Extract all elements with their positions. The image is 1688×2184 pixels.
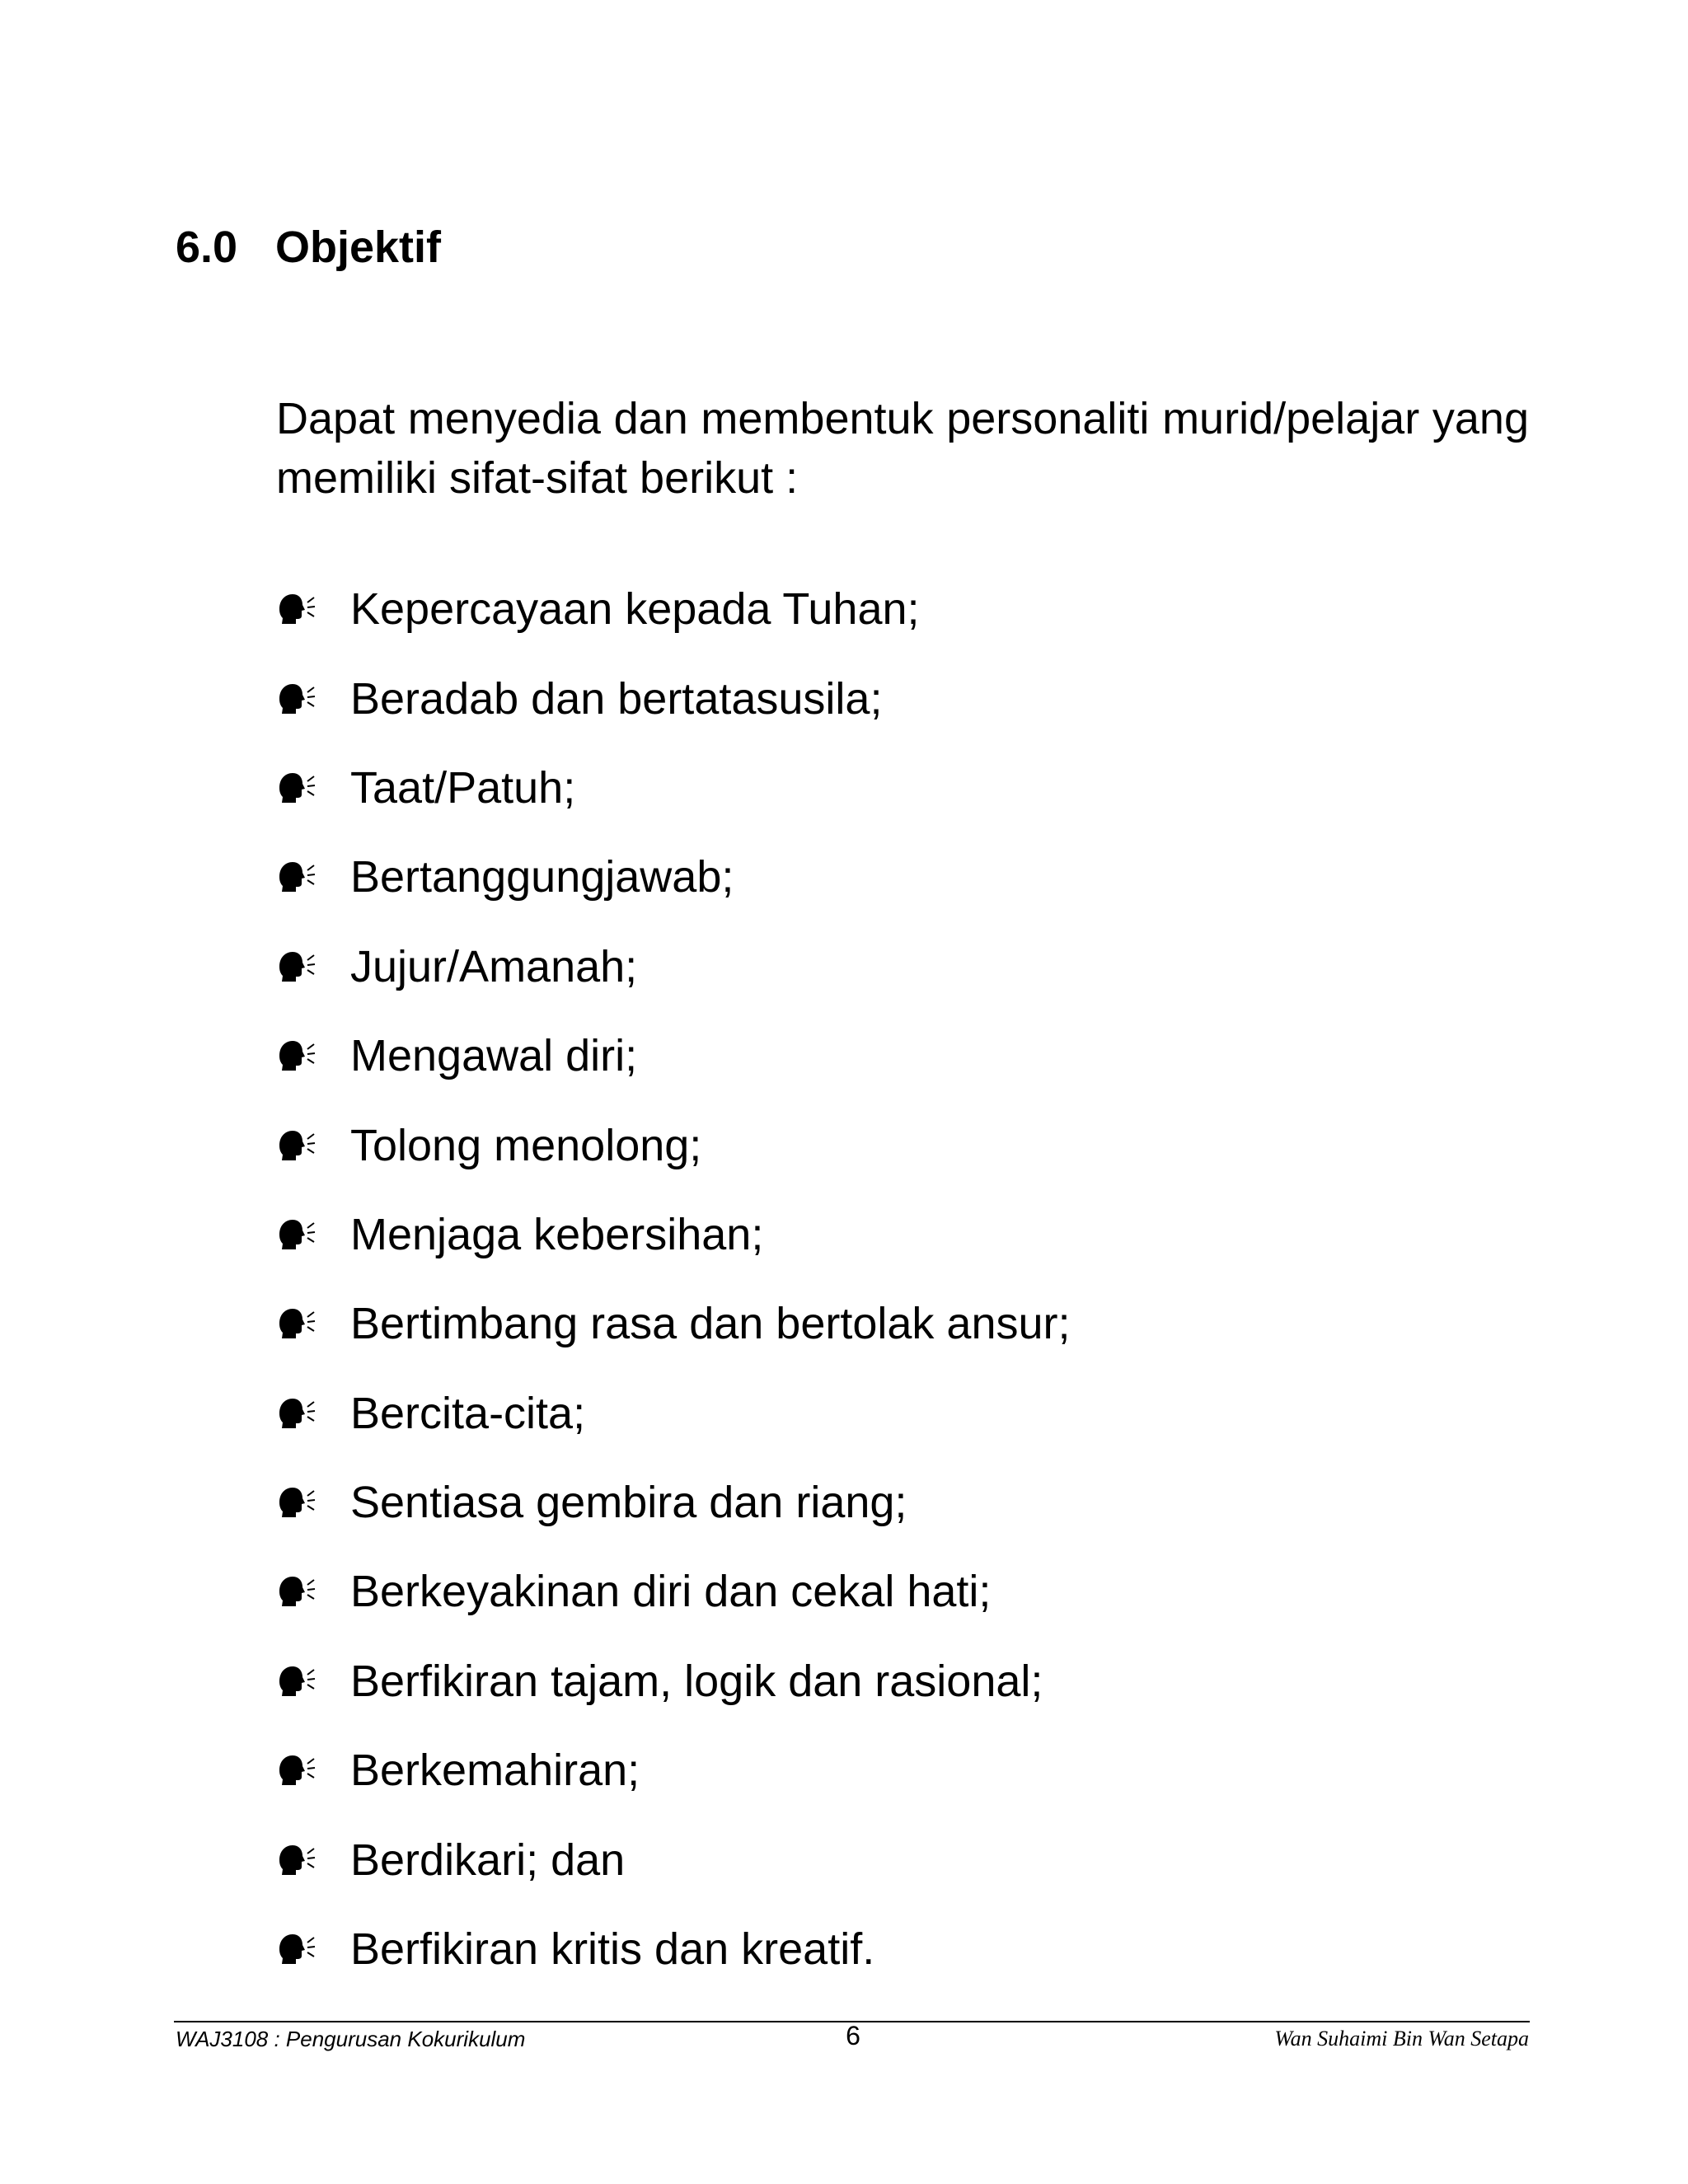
speaking-head-icon (276, 682, 350, 715)
footer-author: Wan Suhaimi Bin Wan Setapa (1274, 2027, 1529, 2050)
footer-course: WAJ3108 : Pengurusan Kokurikulum (176, 2027, 526, 2051)
list-item-text: Jujur/Amanah; (350, 941, 638, 991)
list-item (276, 1547, 1071, 1636)
list-item (276, 832, 1071, 921)
speaking-head-icon (276, 1933, 350, 1966)
list-item (276, 1637, 1071, 1726)
section-heading (176, 221, 441, 274)
list-item (276, 1726, 1071, 1815)
list-item (276, 743, 1071, 832)
speaking-head-icon (276, 771, 350, 804)
list-item (276, 1369, 1071, 1458)
section-title: Objektif (275, 223, 442, 272)
list-item (276, 1815, 1071, 1904)
list-item (276, 1279, 1071, 1368)
list-item-text: Mengawal diri; (350, 1031, 638, 1081)
list-item-text: Berfikiran tajam, logik dan rasional; (350, 1656, 1043, 1706)
list-item-text: Berkemahiran; (350, 1746, 640, 1796)
list-item-text: Sentiasa gembira dan riang; (350, 1478, 907, 1528)
list-item-text: Berkeyakinan diri dan cekal hati; (350, 1567, 992, 1617)
footer-page-number: 6 (846, 2021, 860, 2050)
list-item-text: Berfikiran kritis dan kreatif. (350, 1924, 875, 1975)
speaking-head-icon (276, 1307, 350, 1340)
list-item-text: Beradab dan bertatasusila; (350, 673, 883, 724)
list-item (276, 922, 1071, 1011)
list-item-text: Bertimbang rasa dan bertolak ansur; (350, 1299, 1071, 1349)
list-item-text: Bercita-cita; (350, 1388, 586, 1438)
list-item (276, 1011, 1071, 1100)
list-item (276, 654, 1071, 743)
speaking-head-icon (276, 1129, 350, 1162)
intro-paragraph (276, 389, 1529, 508)
list-item (276, 1458, 1071, 1547)
speaking-head-icon (276, 1397, 350, 1430)
intro-line-2: memiliki sifat-sifat berikut : (276, 453, 799, 503)
speaking-head-icon (276, 1754, 350, 1787)
list-item (276, 565, 1071, 654)
speaking-head-icon (276, 1665, 350, 1698)
list-item (276, 1905, 1071, 1994)
list-item-text: Kepercayaan kepada Tuhan; (350, 584, 920, 635)
list-item (276, 1190, 1071, 1279)
list-item-text: Tolong menolong; (350, 1120, 702, 1170)
speaking-head-icon (276, 1486, 350, 1519)
speaking-head-icon (276, 1039, 350, 1072)
list-item-text: Berdikari; dan (350, 1835, 626, 1885)
list-item (276, 1100, 1071, 1189)
intro-line-1: Dapat menyedia dan membentuk personaliti murid/pelajar yang (276, 394, 1529, 443)
list-item-text: Taat/Patuh; (350, 762, 576, 813)
list-item-text: Bertanggungjawab; (350, 852, 734, 902)
speaking-head-icon (276, 1218, 350, 1251)
speaking-head-icon (276, 593, 350, 626)
speaking-head-icon (276, 860, 350, 893)
speaking-head-icon (276, 1575, 350, 1608)
speaking-head-icon (276, 1844, 350, 1877)
objective-list (276, 565, 1071, 1994)
list-item-text: Menjaga kebersihan; (350, 1209, 764, 1259)
speaking-head-icon (276, 950, 350, 983)
section-number: 6.0 (176, 223, 238, 272)
